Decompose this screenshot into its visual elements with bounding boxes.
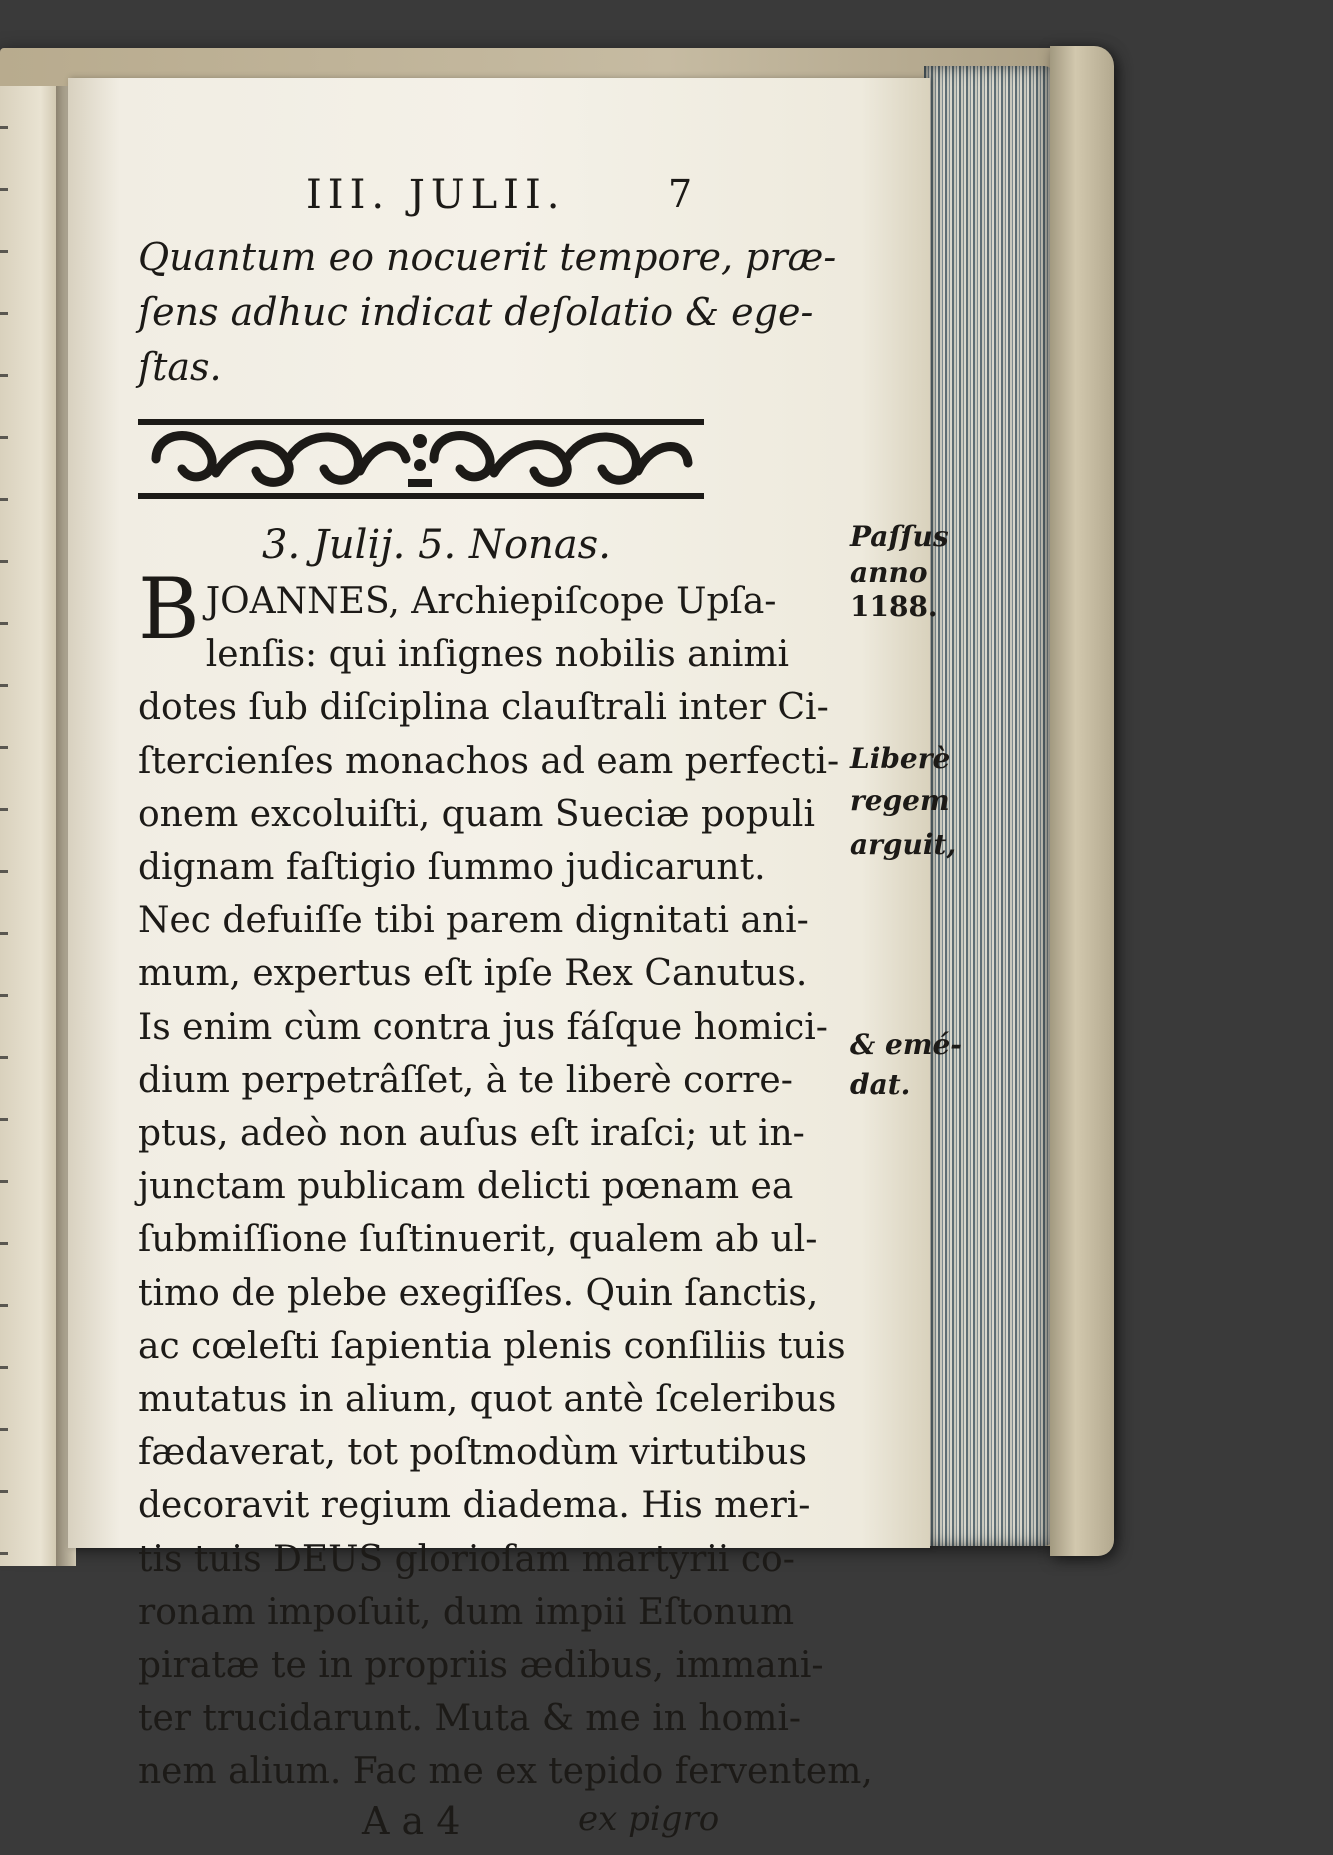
margin-note: & emé-: [850, 1028, 962, 1061]
body-line: dotes ſub diſciplina clauſtrali inter Ci-: [138, 687, 829, 729]
body-line: piratæ te in propriis ædibus, immani-: [138, 1645, 824, 1687]
body-line: dignam faſtigio ſummo judicarunt.: [138, 847, 766, 889]
body-line: decoravit regium diadema. His meri-: [138, 1485, 811, 1527]
page-number: 7: [668, 172, 693, 216]
body-line: ronam impoſuit, dum impii Eſtonum: [138, 1591, 795, 1633]
body-line: ptus, adeò non auſus eſt iraſci; ut in-: [138, 1113, 805, 1155]
drop-initial: B: [138, 560, 200, 658]
margin-note: Paſſus: [850, 520, 949, 553]
date-heading: 3. Julij. 5. Nonas.: [262, 522, 611, 568]
body-line: onem excoluiſti, quam Sueciæ populi: [138, 793, 815, 835]
margin-note: Liberè: [850, 742, 951, 775]
running-head: [138, 160, 858, 230]
page-text: [138, 160, 873, 1855]
ornament-band: [138, 413, 704, 505]
body-line: ac cœleſti ſapientia plenis conſiliis tuis: [138, 1325, 846, 1367]
intro-line: ſens adhuc indicat deſolatio & ege-: [138, 290, 814, 334]
left-page-edge: [0, 86, 60, 1566]
body-line: fædaverat, tot poſtmodùm virtutibus: [138, 1432, 807, 1474]
margin-note: dat.: [850, 1068, 911, 1101]
signature-mark: A a 4: [362, 1798, 461, 1843]
running-title: III. JULII.: [306, 172, 566, 218]
margin-note: anno: [850, 556, 928, 589]
intro-line: ſtas.: [138, 345, 222, 389]
body-line: ſubmiſſione ſuſtinuerit, qualem ab ul-: [138, 1219, 818, 1261]
body-line: nem alium. Fac me ex tepido ferventem,: [138, 1751, 873, 1793]
body-line: Nec defuiſſe tibi parem dignitati ani-: [138, 900, 809, 942]
body-line: mutatus in alium, quot antè ſceleribus: [138, 1379, 837, 1421]
body-line: Is enim cùm contra jus fáſque homici-: [138, 1006, 828, 1048]
left-page-print-marks: [0, 86, 8, 1566]
intro-paragraph: [138, 230, 858, 395]
body-line-text: JOANNES, Archiepiſcope Upſa-: [205, 581, 777, 622]
body-line: lenſis: qui inſignes nobilis animi: [205, 634, 789, 676]
body-line: dium perpetrâſſet, à te liberè corre-: [138, 1059, 793, 1101]
margin-note: regem: [850, 784, 950, 817]
body-line: timo de plebe exegiſſes. Quin ſanctis,: [138, 1272, 819, 1314]
page-footer: [138, 1799, 858, 1855]
book-cover-edge: [1050, 46, 1114, 1556]
body-line: ter trucidarunt. Muta & me in homi-: [138, 1698, 802, 1740]
intro-line: Quantum eo nocuerit tempore, præ-: [138, 235, 837, 279]
body-line: junctam publicam delicti pœnam ea: [138, 1166, 794, 1208]
body-paragraph: [138, 560, 873, 1799]
catchword: ex pigro: [578, 1798, 720, 1839]
body-line: tis tuis DEUS glorioſam martyrii co-: [138, 1538, 795, 1580]
margin-note: 1188.: [850, 590, 938, 623]
margin-note: arguit,: [850, 828, 957, 861]
ornament-scroll-icon: [138, 413, 704, 505]
body-line: ſtercienſes monachos ad eam perfecti-: [138, 740, 840, 782]
body-line: mum, expertus eſt ipſe Rex Canutus.: [138, 953, 808, 995]
